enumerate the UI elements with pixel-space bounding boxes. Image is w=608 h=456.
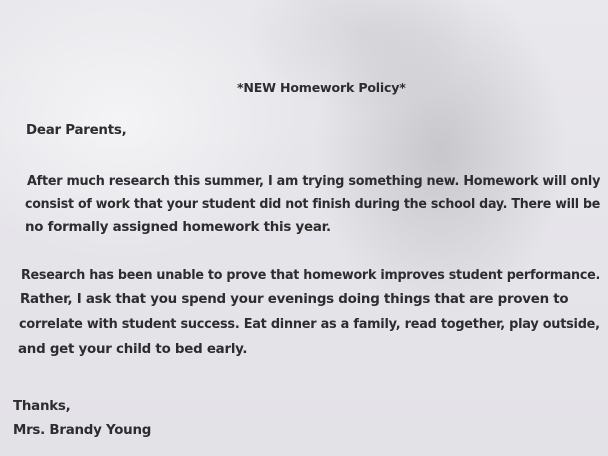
paragraph-2-line-2: Rather, I ask that you spend your evenings doing things that are proven to — [20, 292, 569, 307]
paragraph-2-line-3: correlate with student success. Eat dinner as a family, read together, play outside, — [19, 317, 600, 332]
paragraph-1-line-3: no formally assigned homework this year. — [25, 220, 331, 235]
signature: Mrs. Brandy Young — [13, 423, 152, 438]
paragraph-2-line-4: and get your child to bed early. — [18, 342, 248, 357]
salutation: Dear Parents, — [26, 123, 127, 138]
paragraph-1-line-1: After much research this summer, I am trying something new. Homework will only — [27, 174, 601, 189]
letter-title: *NEW Homework Policy* — [237, 80, 406, 95]
closing: Thanks, — [13, 399, 71, 414]
paragraph-1-line-2: consist of work that your student did not finish during the school day. There will be — [25, 197, 601, 212]
paragraph-2-line-1: Research has been unable to prove that homework improves student performance. — [21, 268, 601, 283]
